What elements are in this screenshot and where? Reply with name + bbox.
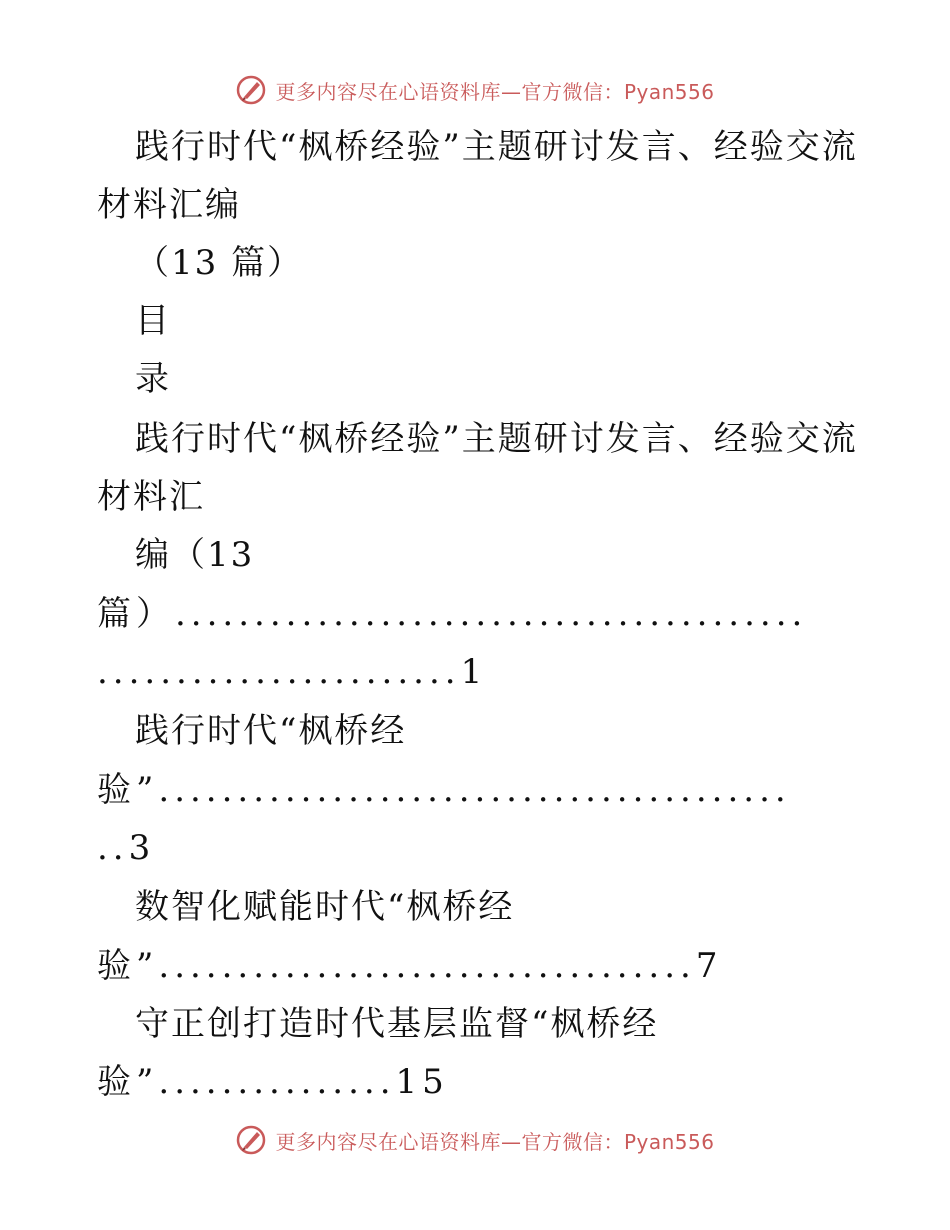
toc-entry-1-page: .......................1 xyxy=(97,652,488,692)
toc-entry-4-line-1: 守正创打造时代基层监督“枫桥经 xyxy=(135,1004,659,1044)
header-watermark-text: 更多内容尽在心语资料库—官方微信：Pyan556 xyxy=(275,79,715,104)
footer-watermark-banner xyxy=(0,1120,950,1160)
toc-entry-1-line-4: 篇）........................................ xyxy=(97,594,808,634)
toc-entry-1-line-3: 编（13 xyxy=(135,535,255,575)
toc-entry-3-line-2: 验”..................................7 xyxy=(97,946,723,986)
toc-entry-1-line-1: 践行时代“枫桥经验”主题研讨发言、经验交流 xyxy=(135,419,858,459)
toc-entry-2-line-1: 践行时代“枫桥经 xyxy=(135,711,407,751)
toc-heading-1: 目 xyxy=(135,301,171,341)
toc-entry-4-line-2: 验”...............15 xyxy=(97,1062,449,1102)
document-count: （13 篇） xyxy=(135,243,304,283)
toc-entry-2-page: ..3 xyxy=(97,828,156,868)
document-title-line-1: 践行时代“枫桥经验”主题研讨发言、经验交流 xyxy=(135,127,858,167)
toc-entry-2-line-2: 验”........................................ xyxy=(97,770,791,810)
toc-heading-2: 录 xyxy=(135,359,171,399)
document-title-line-2: 材料汇编 xyxy=(97,185,241,225)
header-watermark-banner xyxy=(0,70,950,110)
footer-watermark-text: 更多内容尽在心语资料库—官方微信：Pyan556 xyxy=(275,1129,715,1154)
toc-entry-3-line-1: 数智化赋能时代“枫桥经 xyxy=(135,887,515,927)
quill-pen-logo-icon xyxy=(235,1124,267,1156)
toc-entry-1-line-2: 材料汇 xyxy=(97,477,205,517)
quill-pen-logo-icon xyxy=(235,74,267,106)
